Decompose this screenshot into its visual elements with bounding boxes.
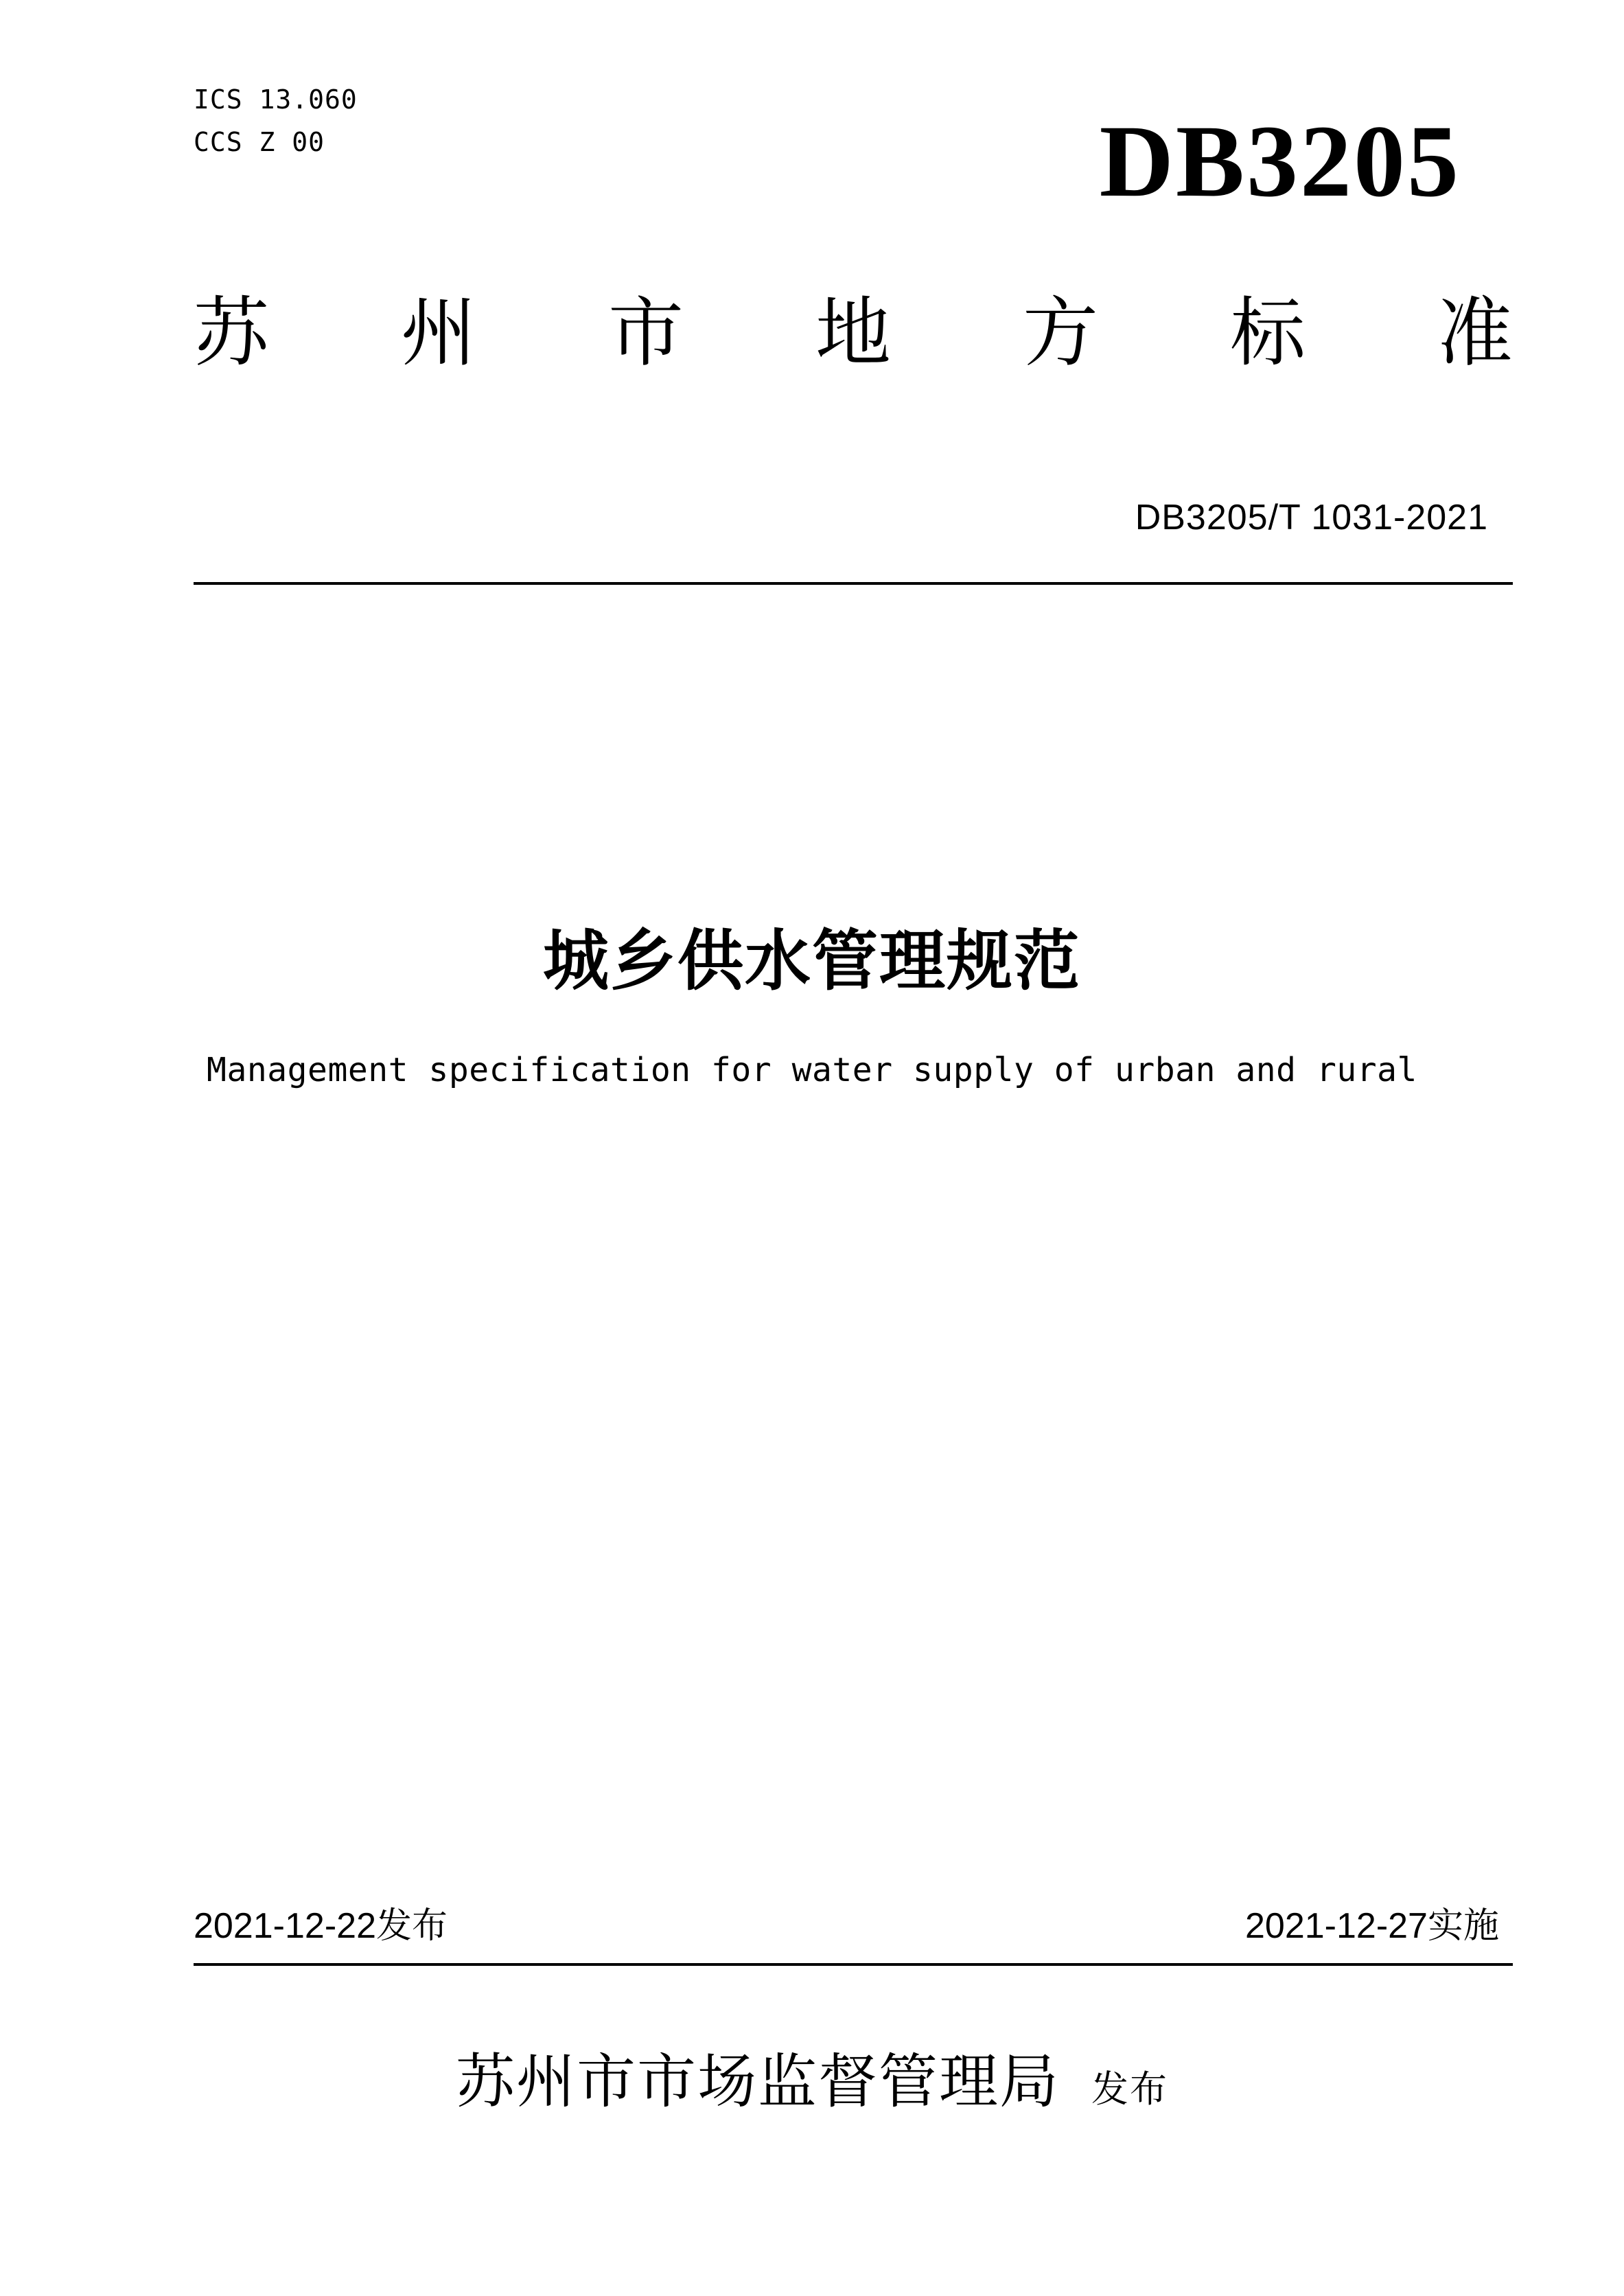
publisher-suffix: 发布: [1091, 2067, 1168, 2111]
issue-date: 2021-12-22: [194, 1906, 376, 1946]
implement-date: 2021-12-27: [1244, 1906, 1428, 1946]
standard-category-char: 准: [1437, 289, 1513, 377]
issue-label: 发布: [376, 1906, 448, 1946]
standard-category-char: 标: [1230, 289, 1306, 377]
ccs-code: CCS Z 00: [194, 127, 325, 157]
implement-label: 实施: [1427, 1906, 1499, 1946]
ics-code: ICS 13.060: [194, 84, 358, 115]
standard-category-char: 方: [1023, 289, 1098, 377]
standard-category-char: 地: [815, 289, 891, 377]
standard-category-title: [194, 289, 1513, 377]
publisher-line: [0, 2048, 1624, 2116]
document-title-english: Management specification for water supply of urban and rural: [207, 1051, 1417, 1089]
standard-category-char: 苏: [194, 289, 269, 377]
standard-category-char: 州: [401, 289, 476, 377]
implement-date-line: [1245, 1908, 1499, 1944]
issue-date-line: [194, 1908, 448, 1944]
standard-category-char: 市: [608, 289, 684, 377]
footer-divider: [194, 1963, 1513, 1966]
publisher-name: 苏州市市场监督管理局: [456, 2048, 1060, 2116]
document-title-chinese: 城乡供水管理规范: [543, 923, 1081, 999]
header-divider: [194, 582, 1513, 585]
db-standard-mark: DB3205: [1099, 104, 1461, 218]
standard-number: DB3205/T 1031-2021: [1135, 498, 1488, 537]
